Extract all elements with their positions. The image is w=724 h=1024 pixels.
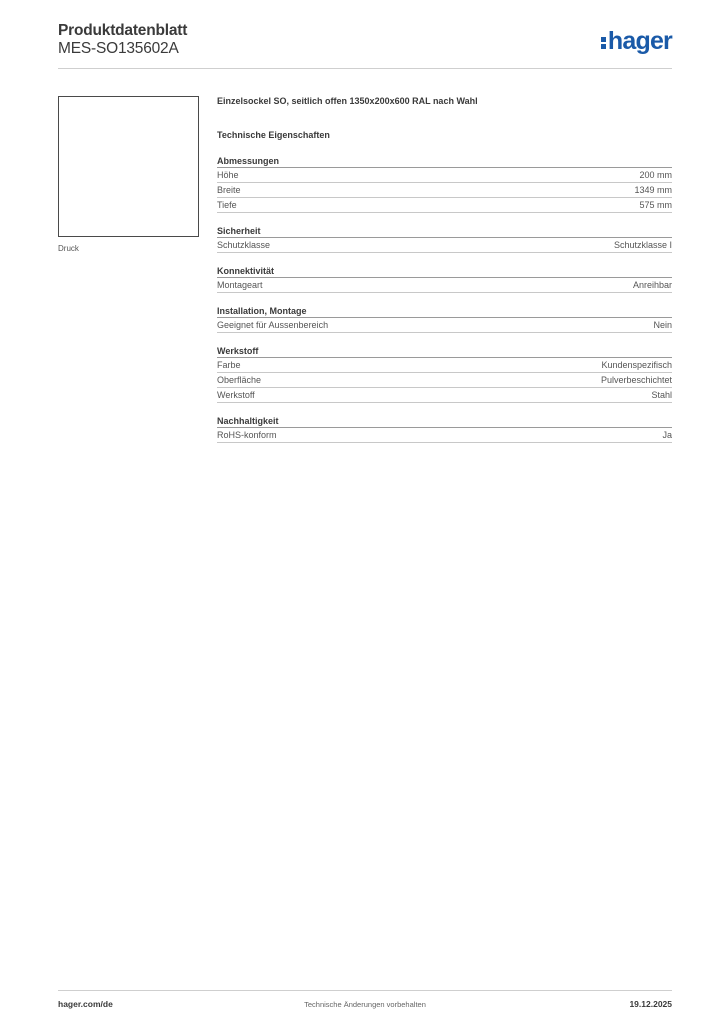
section-title: Abmessungen bbox=[217, 155, 672, 168]
section-dimensions bbox=[217, 155, 672, 213]
property-row bbox=[217, 373, 672, 388]
logo-text: hager bbox=[607, 26, 672, 55]
footer-website: hager.com/de bbox=[58, 999, 113, 1009]
property-label: Oberfläche bbox=[217, 375, 262, 385]
technical-properties-heading: Technische Eigenschaften bbox=[217, 130, 330, 140]
property-value: 200 mm bbox=[639, 170, 672, 180]
property-value: Anreihbar bbox=[632, 280, 672, 290]
section-sustainability bbox=[217, 415, 672, 443]
logo-dots-icon bbox=[601, 36, 606, 50]
property-value: Stahl bbox=[651, 390, 672, 400]
section-installation bbox=[217, 305, 672, 333]
property-label: Werkstoff bbox=[217, 390, 255, 400]
property-value: Ja bbox=[662, 430, 672, 440]
document-title: Produktdatenblatt bbox=[58, 22, 188, 39]
property-label: Schutzklasse bbox=[217, 240, 271, 250]
image-caption: Druck bbox=[58, 244, 79, 253]
product-details bbox=[217, 95, 672, 443]
property-row bbox=[217, 168, 672, 183]
property-row bbox=[217, 358, 672, 373]
section-title: Sicherheit bbox=[217, 225, 672, 238]
footer-date: 19.12.2025 bbox=[629, 999, 672, 1009]
property-value: 575 mm bbox=[639, 200, 672, 210]
product-code: MES-SO135602A bbox=[58, 40, 179, 57]
product-image-placeholder bbox=[58, 96, 199, 237]
product-description: Einzelsockel SO, seitlich offen 1350x200x600 RAL nach Wahl bbox=[217, 96, 478, 106]
property-row bbox=[217, 278, 672, 293]
property-value: 1349 mm bbox=[634, 185, 672, 195]
property-row bbox=[217, 388, 672, 403]
property-value: Nein bbox=[653, 320, 672, 330]
property-label: Höhe bbox=[217, 170, 239, 180]
hager-logo bbox=[601, 26, 672, 56]
property-row bbox=[217, 183, 672, 198]
property-value: Schutzklasse I bbox=[613, 240, 672, 250]
property-row bbox=[217, 238, 672, 253]
property-label: Breite bbox=[217, 185, 241, 195]
property-label: Geeignet für Aussenbereich bbox=[217, 320, 329, 330]
property-label: Montageart bbox=[217, 280, 263, 290]
page-footer bbox=[58, 990, 672, 1013]
section-title: Konnektivität bbox=[217, 265, 672, 278]
section-material bbox=[217, 345, 672, 403]
property-row bbox=[217, 198, 672, 213]
section-title: Werkstoff bbox=[217, 345, 672, 358]
property-row bbox=[217, 428, 672, 443]
property-row bbox=[217, 318, 672, 333]
section-connectivity bbox=[217, 265, 672, 293]
property-label: Tiefe bbox=[217, 200, 237, 210]
property-label: RoHS-konform bbox=[217, 430, 277, 440]
footer-notice: Technische Änderungen vorbehalten bbox=[304, 1000, 426, 1009]
property-label: Farbe bbox=[217, 360, 241, 370]
section-title: Installation, Montage bbox=[217, 305, 672, 318]
section-title: Nachhaltigkeit bbox=[217, 415, 672, 428]
section-safety bbox=[217, 225, 672, 253]
property-value: Kundenspezifisch bbox=[601, 360, 672, 370]
page-header bbox=[58, 20, 672, 69]
property-value: Pulverbeschichtet bbox=[600, 375, 672, 385]
